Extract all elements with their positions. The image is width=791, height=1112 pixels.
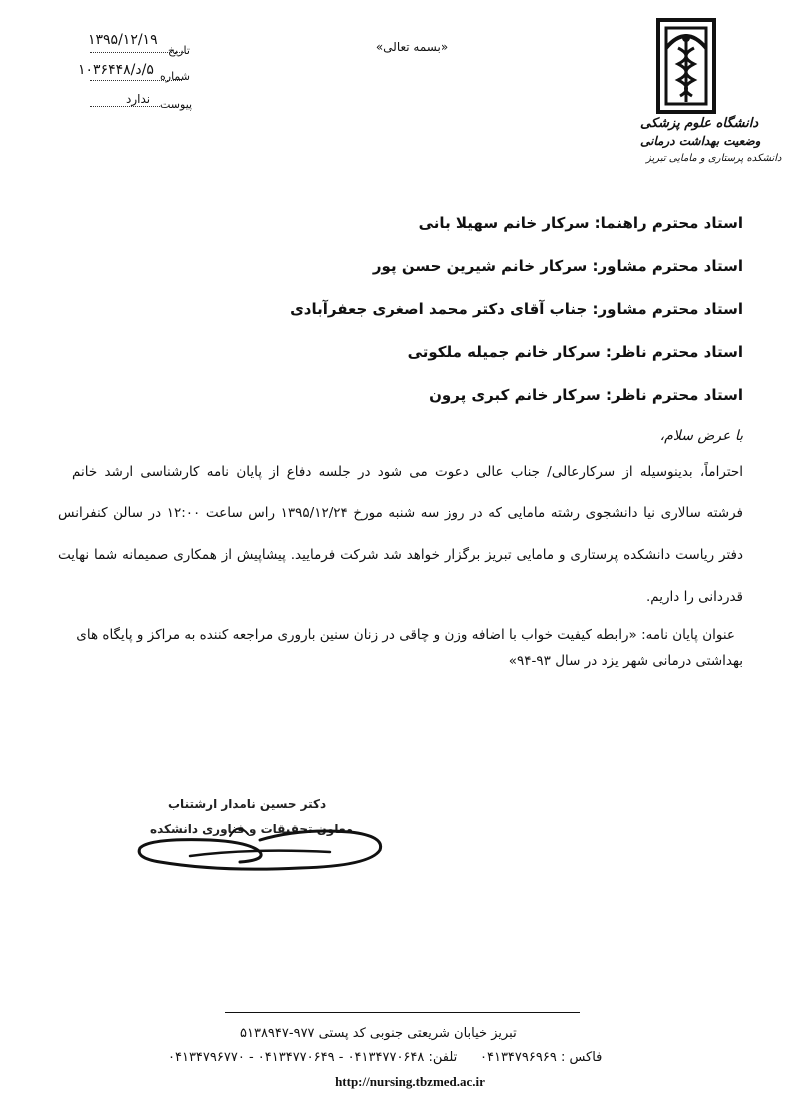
number-label: شماره	[160, 70, 191, 83]
logo-emblem-text: دانشگاه علوم پزشکی	[640, 116, 759, 131]
footer-phones: تلفن: ۰۴۱۳۴۷۷۰۶۴۸ - ۰۴۱۳۴۷۷۰۶۴۹ - ۰۴۱۳۴۷۹۶۷۷۰	[168, 1050, 458, 1065]
date-label: تاریخ	[168, 44, 190, 57]
handwritten-signature	[130, 818, 390, 888]
addressee-advisor: استاد محترم راهنما: سرکار خانم سهیلا بانی	[418, 214, 743, 232]
footer-fax: فاکس : ۰۴۱۳۴۷۹۶۹۶۹	[480, 1050, 603, 1065]
body-line-3: دفتر ریاست دانشکده پرستاری و مامایی تبریز برگزار خواهد شد شرکت فرمایید. پیشاپیش از همکاری صمیمانه شما نهایت	[58, 547, 743, 563]
body-line-4: قدردانی را داریم.	[646, 589, 743, 605]
addressee-consultant-2: استاد محترم مشاور: جناب آقای دکتر محمد اصغری جعفرآبادی	[290, 300, 743, 318]
footer-address: تبریز خیابان شریعتی جنوبی کد پستی ۹۷۷-۵۱۳۸۹۴۷	[240, 1026, 517, 1041]
basmala: «بسمه تعالی»	[375, 40, 449, 54]
footer-website[interactable]: http://nursing.tbzmed.ac.ir	[335, 1074, 485, 1089]
date-value: ۱۳۹۵/۱۲/۱۹	[88, 32, 158, 48]
signatory-name: دکتر حسین نامدار ارشتناب	[168, 797, 327, 811]
attachment-underline	[90, 106, 160, 107]
attachment-value: ندارد	[126, 92, 151, 106]
date-underline	[90, 52, 186, 53]
number-underline	[90, 80, 182, 81]
footer-divider	[225, 1012, 580, 1013]
attachment-label: پیوست	[160, 98, 193, 111]
signatory-title: معاون تحقیقات و فناوری دانشکده	[150, 822, 354, 836]
university-logo	[648, 18, 724, 114]
addressee-examiner-2: استاد محترم ناظر: سرکار خانم کبری پرون	[429, 386, 743, 404]
logo-caption-line1: وضعیت بهداشت درمانی	[640, 134, 761, 148]
greeting: با عرض سلام،	[659, 428, 743, 444]
thesis-title-line-2: بهداشتی درمانی شهر یزد در سال ۹۳-۹۴»	[508, 653, 743, 669]
thesis-title-line-1: عنوان پایان نامه: «رابطه کیفیت خواب با اضافه وزن و چاقی در زنان سنین باروری مراجعه کننده به مراکز و پایگاه های	[76, 627, 735, 643]
number-value: ۵/د/۱۰۳۶۴۴۸	[78, 62, 154, 78]
addressee-examiner-1: استاد محترم ناظر: سرکار خانم جمیله ملکوتی	[407, 343, 743, 361]
addressee-consultant-1: استاد محترم مشاور: سرکار خانم شیرین حسن پور	[372, 257, 743, 275]
body-line-1: احتراماً، بدینوسیله از سرکارعالی/ جناب عالی دعوت می شود در جلسه دفاع از پایان نامه کارشناسی ارشد خانم	[72, 464, 743, 480]
logo-caption-line2: دانشکده پرستاری و مامایی تبریز	[646, 153, 782, 164]
caduceus-icon	[648, 18, 724, 114]
body-line-2: فرشته سالاری نیا دانشجوی رشته مامایی که در روز سه شنبه مورخ ۱۳۹۵/۱۲/۲۴ راس ساعت ۱۲:۰۰ در سالن کنفرانس	[58, 505, 744, 521]
